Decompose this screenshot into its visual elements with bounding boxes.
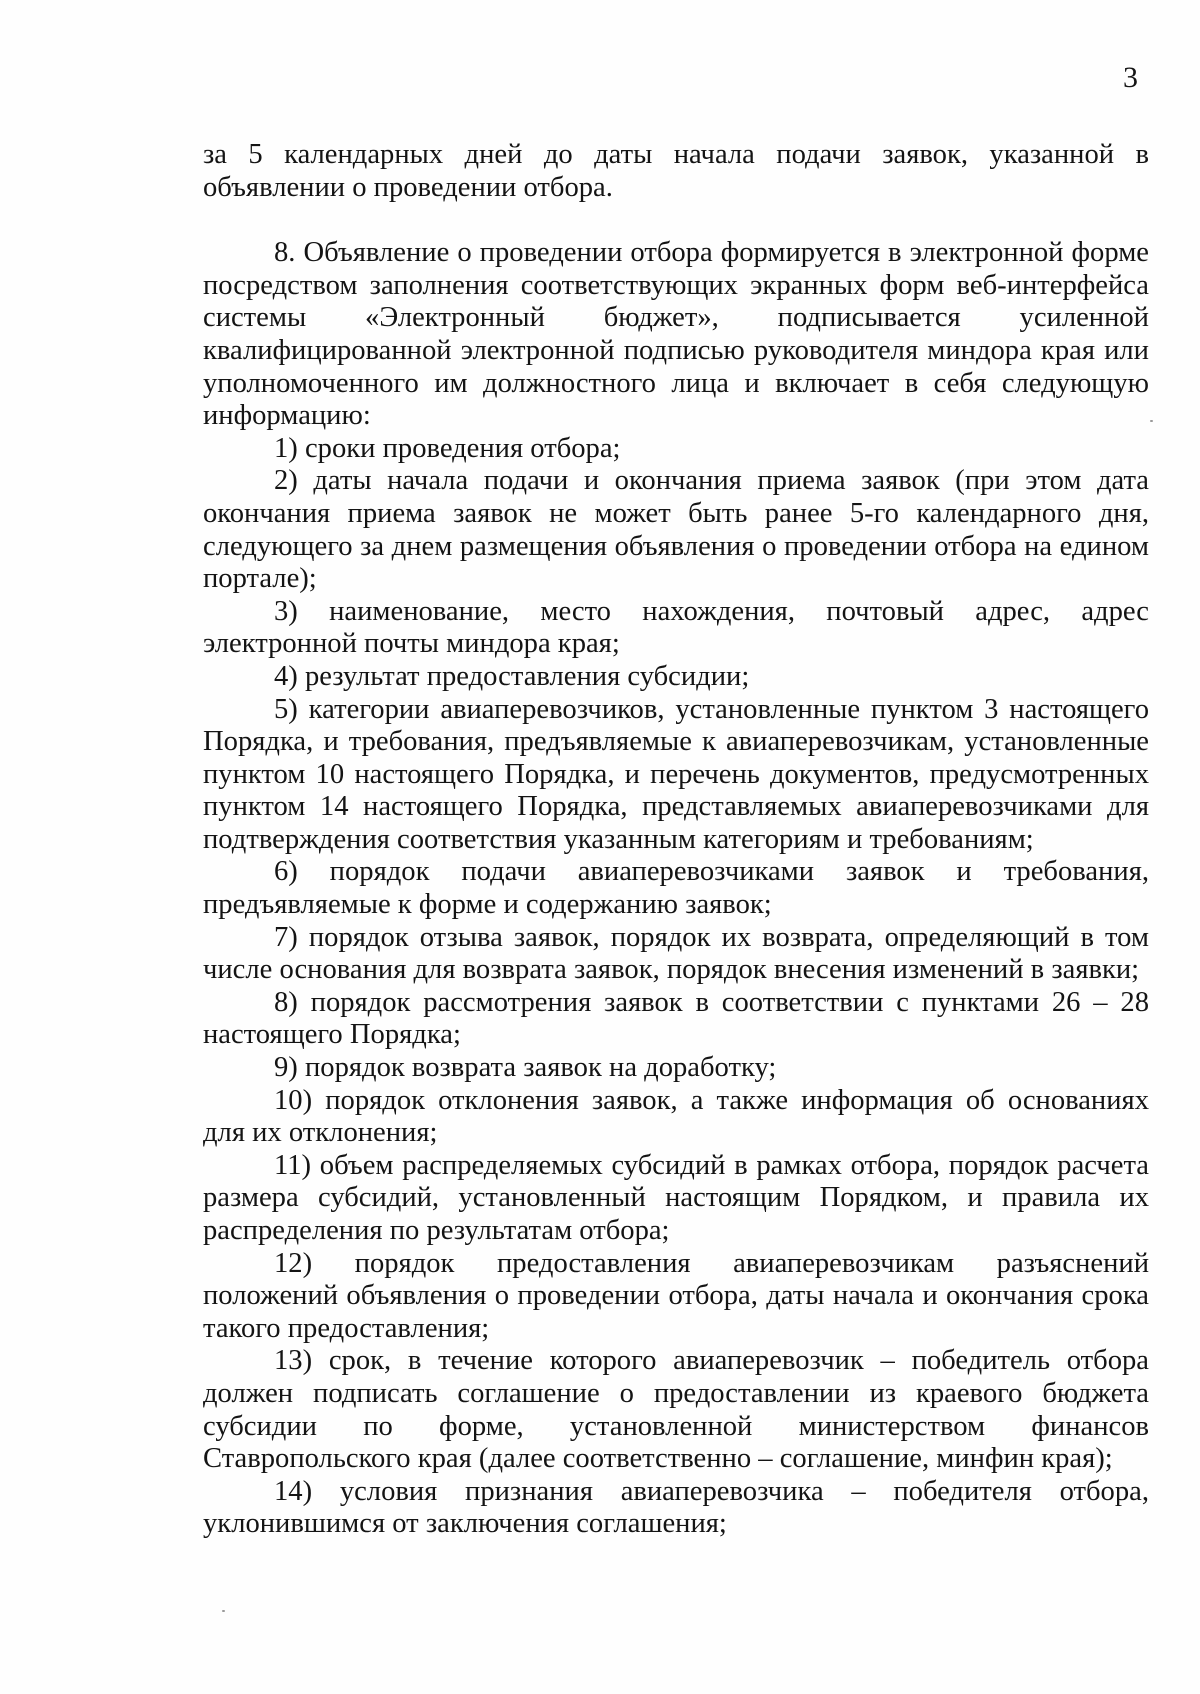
list-item-6: 6) порядок подачи авиаперевозчиками заявок и требования, предъявляемые к форме и содержанию заявок; [203, 856, 1149, 921]
list-item-12: 12) порядок предоставления авиаперевозчикам разъяснений положений объявления о проведении отбора, даты начала и окончания срока такого предоставления; [203, 1247, 1149, 1344]
scan-speck [1150, 420, 1153, 422]
list-item-11: 11) объем распределяемых субсидий в рамках отбора, порядок расчета размера субсидий, установленный настоящим Порядком, и правила их распределения по результатам отбора; [203, 1149, 1149, 1246]
paragraph-8: 8. Объявление о проведении отбора формируется в электронной форме посредством заполнения соответствующих экранных форм веб-интерфейса системы «Электронный бюджет», подписывается усиленной квалифицированной электронной подписью руководителя миндора края или уполномоченного им должностного лица и включает в себя следующую информацию: [203, 237, 1149, 432]
list-item-4: 4) результат предоставления субсидии; [274, 660, 750, 692]
list-item-5: 5) категории авиаперевозчиков, установленные пунктом 3 настоящего Порядка, и требования, предъявляемые к авиаперевозчикам, установленные пунктом 10 настоящего Порядка, и перечень документов, предусмотренных пунктом 14 настоящего Порядка, представляемых авиаперевозчиками для подтверждения соответствия указанным категориям и требованиям; [203, 693, 1149, 855]
list-item-10: 10) порядок отклонения заявок, а также информация об основаниях для их отклонения; [203, 1084, 1149, 1149]
list-item-1: 1) сроки проведения отбора; [274, 432, 621, 464]
list-item-2: 2) даты начала подачи и окончания приема заявок (при этом дата окончания приема заявок не может быть ранее 5-го календарного дня, следующего за днем размещения объявления о проведении отбора на едином портале); [203, 465, 1149, 595]
list-item-13: 13) срок, в течение которого авиаперевозчик – победитель отбора должен подписать соглашение о предоставлении из краевого бюджета субсидии по форме, установленной министерством финансов Ставропольского края (далее соответственно – соглашение, минфин края); [203, 1345, 1149, 1475]
list-item-3: 3) наименование, место нахождения, почтовый адрес, адрес электронной почты миндора края; [203, 595, 1149, 660]
document-body [203, 139, 1149, 1541]
list-item-9: 9) порядок возврата заявок на доработку; [274, 1052, 777, 1084]
continuation-paragraph: за 5 календарных дней до даты начала подачи заявок, указанной в объявлении о проведении отбора. [203, 139, 1149, 203]
list-item-7: 7) порядок отзыва заявок, порядок их возврата, определяющий в том числе основания для возврата заявок, порядок внесения изменений в заявки; [203, 921, 1149, 986]
list-item-14: 14) условия признания авиаперевозчика – победителя отбора, уклонившимся от заключения соглашения; [203, 1475, 1149, 1540]
page-number: 3 [1123, 61, 1138, 94]
scan-speck [222, 1610, 225, 1612]
list-item-8: 8) порядок рассмотрения заявок в соответствии с пунктами 26 – 28 настоящего Порядка; [203, 986, 1149, 1051]
